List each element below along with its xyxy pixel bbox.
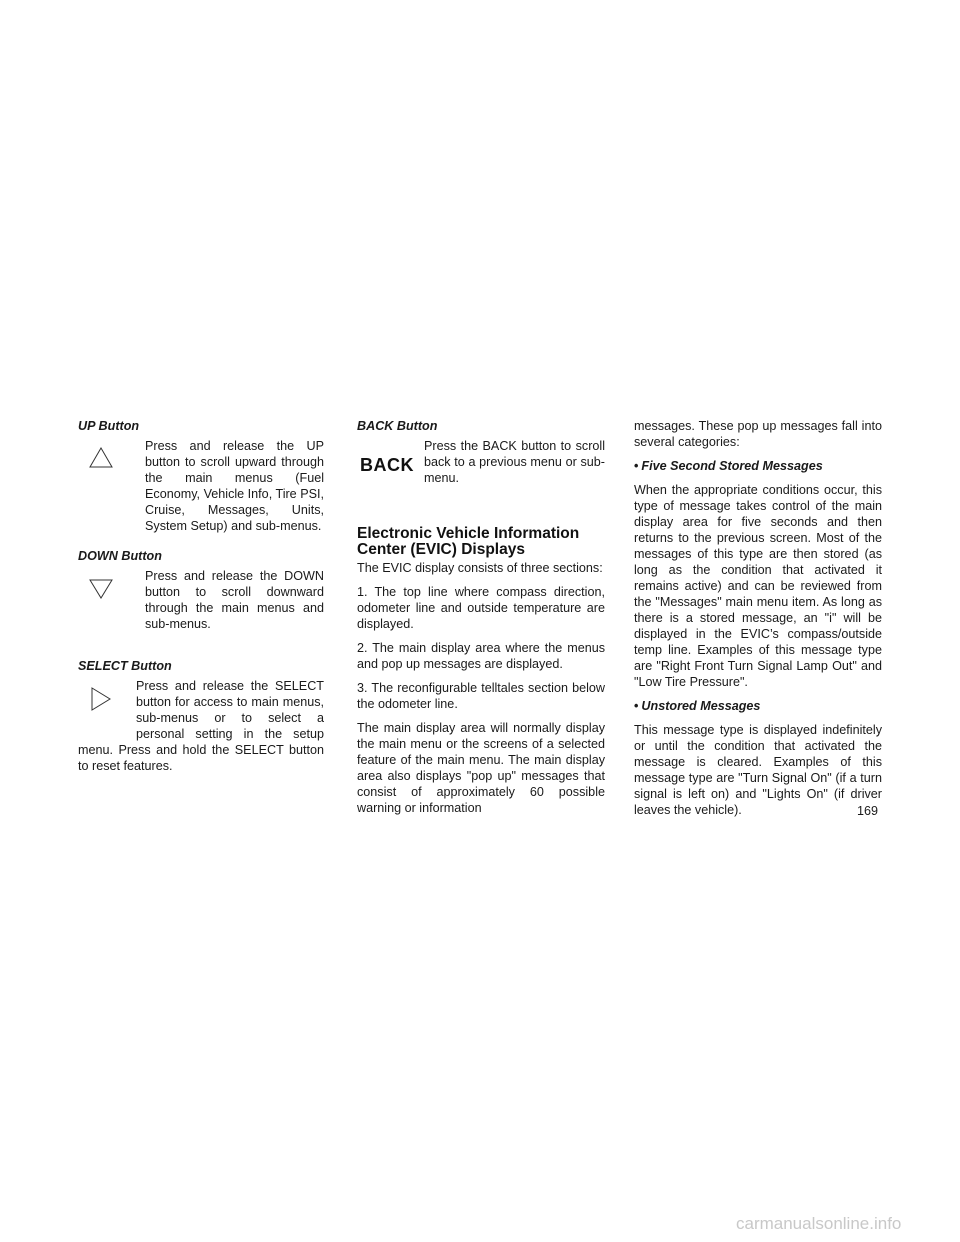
down-triangle-icon (78, 568, 136, 620)
evic-item-1: 1. The top line where compass direction, odometer line and outside temperature are displayed. (357, 585, 605, 631)
up-triangle-icon (78, 438, 136, 490)
back-button-section (357, 418, 605, 498)
watermark: carmanualsonline.info (736, 1214, 902, 1233)
select-button-heading: SELECT Button (78, 659, 172, 673)
down-button-description: Press and release the DOWN button to scroll downward through the main menus and sub-menus. (145, 569, 324, 631)
page-number: 169 (857, 804, 879, 818)
unstored-paragraph: This message type is displayed indefinitely or until the condition that activated the message is cleared. Examples of this message type are "Turn Signal On" (if a turn signal is left on) and "Lights On" (if driver leaves the vehicle). (634, 723, 882, 817)
section-title: Electronic Vehicle Information Center (EVIC) Displays (357, 525, 580, 558)
back-button-heading: BACK Button (357, 419, 438, 433)
back-label-icon (357, 438, 417, 498)
evic-item-3: 3. The reconfigurable telltales section below the odometer line. (357, 681, 605, 711)
evic-closing-paragraph: The main display area will normally display the main menu or the screens of a selected feature of the main menu. The main display area also displays "pop up" messages that consist of approximately 60 possible warning or information (357, 721, 605, 815)
evic-intro: The EVIC display consists of three sections: (357, 561, 603, 575)
bullet-dot: • (634, 699, 639, 713)
bullet-dot: • (634, 459, 639, 473)
evic-item-2: 2. The main display area where the menus and pop up messages are displayed. (357, 641, 605, 671)
bullet-five-second-label: Five Second Stored Messages (641, 459, 823, 473)
back-button-description: Press the BACK button to scroll back to a previous menu or sub-menu. (424, 439, 605, 485)
bullet-unstored (634, 698, 882, 714)
bullet-unstored-label: Unstored Messages (641, 699, 761, 713)
bullet-five-second (634, 458, 882, 474)
select-button-text: Press and release the SELECT button for access to main menus, sub-menus or to select a personal setting in the setup menu. Press and hold the SELECT button to reset features. (78, 679, 324, 773)
select-button-section (78, 658, 324, 774)
continuation-paragraph: messages. These pop up messages fall into several categories: (634, 419, 882, 449)
down-button-heading: DOWN Button (78, 549, 162, 563)
back-icon-label: BACK (360, 455, 414, 475)
right-triangle-icon (78, 678, 136, 730)
up-button-description: Press and release the UP button to scroll upward through the main menus (Fuel Economy, Vehicle Info, Tire PSI, Cruise, Messages, Units, System Setup) and sub-menus. (145, 439, 324, 533)
middle-column (357, 418, 605, 824)
up-button-heading: UP Button (78, 419, 140, 433)
down-button-section (78, 548, 324, 632)
right-column (634, 418, 882, 826)
up-button-section (78, 418, 324, 534)
left-column (78, 418, 324, 788)
five-second-paragraph: When the appropriate conditions occur, this type of message takes control of the main display area for five seconds and then returns to the previous screen. Most of the messages of this type are then stored (as long as the condition that activated it remains active) and can be reviewed from the "Messages" main menu item. As long as there is a stored message, an "i" will be displayed in the EVIC’s compass/outside temp line. Examples of this message type are "Right Front Turn Signal Lamp Out" and "Low Tire Pressure". (634, 483, 882, 689)
